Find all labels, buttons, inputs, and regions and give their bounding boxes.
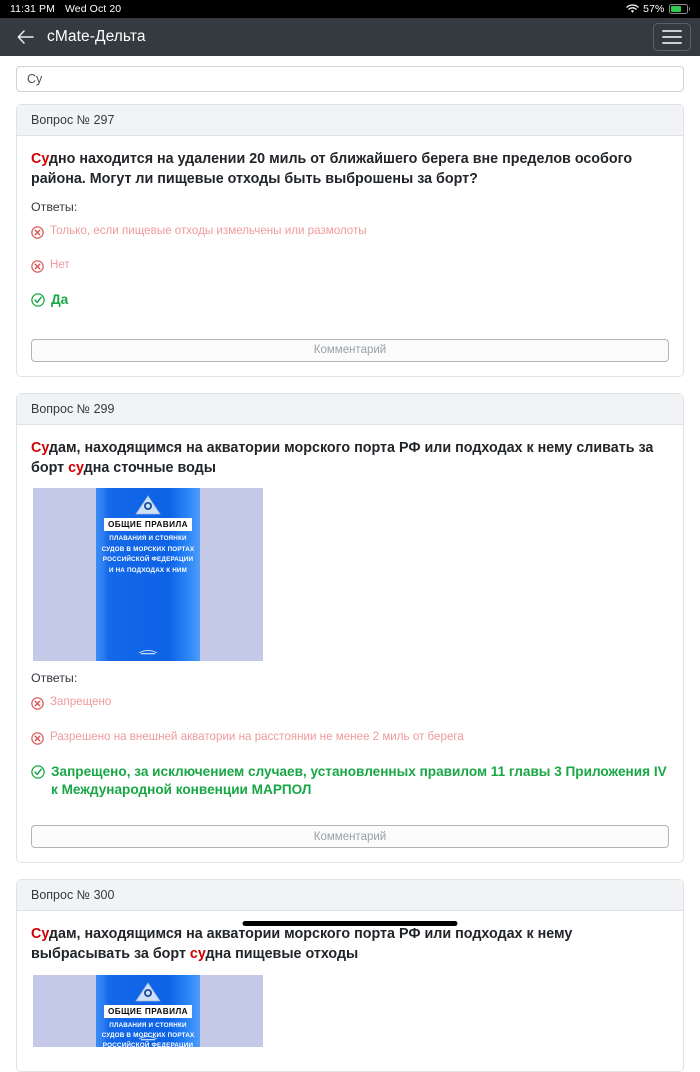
back-arrow-icon[interactable] — [12, 24, 38, 50]
question-text-segment: дам, находящимся на акватории морского порта РФ или подходах к нему выбрасывать за борт — [31, 926, 573, 963]
question-number-header: Вопрос № 297 — [17, 105, 683, 136]
answer-text: Запрещено, за исключением случаев, установленных правилом 11 главы 3 Приложения IV к Международной конвенции МАРПОЛ — [51, 763, 667, 798]
wifi-icon — [626, 4, 639, 14]
answer-text: Нет — [50, 257, 70, 271]
question-card — [16, 104, 684, 377]
question-list — [16, 104, 684, 1072]
question-text-segment: дно находится на удалении 20 миль от ближайшего берега вне пределов особого района. Могут ли пищевые отходы быть выброшены за борт? — [31, 151, 633, 188]
question-body — [17, 136, 683, 376]
answer-option[interactable] — [31, 223, 669, 246]
search-highlight: су — [68, 460, 84, 477]
book-subtitle-line: СУДОВ В МОРСКИХ ПОРТАХ — [101, 545, 195, 553]
answer-text: Да — [51, 291, 69, 307]
question-image[interactable] — [33, 975, 263, 1060]
answers-label: Ответы: — [31, 199, 78, 214]
question-number-header: Вопрос № 299 — [17, 394, 683, 425]
search-highlight: Су — [31, 151, 49, 167]
hamburger-menu-icon[interactable] — [653, 23, 691, 51]
app-title: cMate-Дельта — [47, 28, 146, 45]
question-card — [16, 393, 684, 863]
wrong-answer-icon — [31, 224, 44, 246]
home-indicator — [243, 921, 458, 926]
question-image[interactable] — [33, 488, 263, 661]
book-subtitle-line: РОССИЙСКОЙ ФЕДЕРАЦИИ — [102, 1042, 194, 1050]
correct-answer-icon — [31, 764, 45, 786]
comment-input[interactable] — [31, 825, 669, 848]
answers-label: Ответы: — [31, 671, 78, 686]
book-subtitle-line: ПЛАВАНИЯ И СТОЯНКИ — [109, 535, 187, 543]
battery-charging-icon — [669, 4, 691, 14]
book-subtitle-line: РОССИЙСКОЙ ФЕДЕРАЦИИ — [102, 556, 194, 564]
search-highlight: Су — [31, 439, 49, 456]
publisher-logo-icon — [137, 1028, 159, 1035]
scroll-content[interactable] — [0, 56, 700, 1060]
publisher-logo-icon — [137, 642, 159, 649]
question-text — [31, 149, 669, 190]
answer-text: Разрешено на внешней акватории на расстоянии не менее 2 миль от берега — [50, 729, 464, 743]
question-text-segment: дна сточные воды — [83, 460, 216, 477]
book-subtitle-line: СУДОВ В МОРСКИХ ПОРТАХ — [101, 1032, 195, 1040]
book-subtitle-line: ПЛАВАНИЯ И СТОЯНКИ — [109, 1021, 187, 1029]
wrong-answer-icon — [31, 730, 44, 752]
status-bar-left — [10, 3, 121, 15]
answer-option[interactable] — [31, 257, 669, 280]
book-subtitle-lines — [96, 535, 200, 573]
answer-option[interactable] — [31, 291, 669, 314]
search-highlight: Су — [31, 926, 49, 943]
question-body — [17, 425, 683, 862]
wrong-answer-icon — [31, 695, 44, 717]
comment-input[interactable] — [31, 339, 669, 362]
status-time: 11:31 PM — [10, 3, 55, 15]
emblem-icon — [135, 982, 161, 1002]
question-text — [31, 924, 669, 965]
question-body — [17, 911, 683, 1071]
app-header — [0, 18, 700, 56]
status-bar-right — [626, 3, 690, 15]
book-subtitle-line: И НА ПОДХОДАХ К НИМ — [108, 566, 188, 574]
status-bar — [0, 0, 700, 18]
answer-text: Только, если пищевые отходы измельчены или размолоты — [50, 223, 367, 237]
wrong-answer-icon — [31, 258, 44, 280]
question-text-segment: дам, находящимся на акватории морского порта РФ или подходах к нему сливать за борт — [31, 439, 654, 477]
search-input[interactable] — [16, 66, 684, 92]
book-cover-image — [96, 975, 200, 1060]
answer-text: Запрещено — [50, 695, 112, 709]
search-highlight: су — [189, 946, 206, 963]
book-subtitle-line: И НА ПОДХОДАХ К НИМ — [108, 1052, 188, 1060]
question-number-header: Вопрос № 300 — [17, 880, 683, 911]
answer-option[interactable] — [31, 729, 669, 752]
emblem-icon — [135, 495, 161, 515]
question-card — [16, 879, 684, 1072]
question-text-segment: дна пищевые отходы — [205, 946, 359, 963]
book-title: ОБЩИЕ ПРАВИЛА — [104, 1005, 192, 1018]
answer-option[interactable] — [31, 763, 669, 801]
correct-answer-icon — [31, 292, 45, 314]
question-text — [31, 438, 669, 479]
book-title: ОБЩИЕ ПРАВИЛА — [104, 518, 192, 531]
battery-percent-label: 57% — [643, 3, 665, 15]
answer-option[interactable] — [31, 694, 669, 717]
book-cover-image — [96, 488, 200, 661]
status-date: Wed Oct 20 — [64, 3, 122, 15]
